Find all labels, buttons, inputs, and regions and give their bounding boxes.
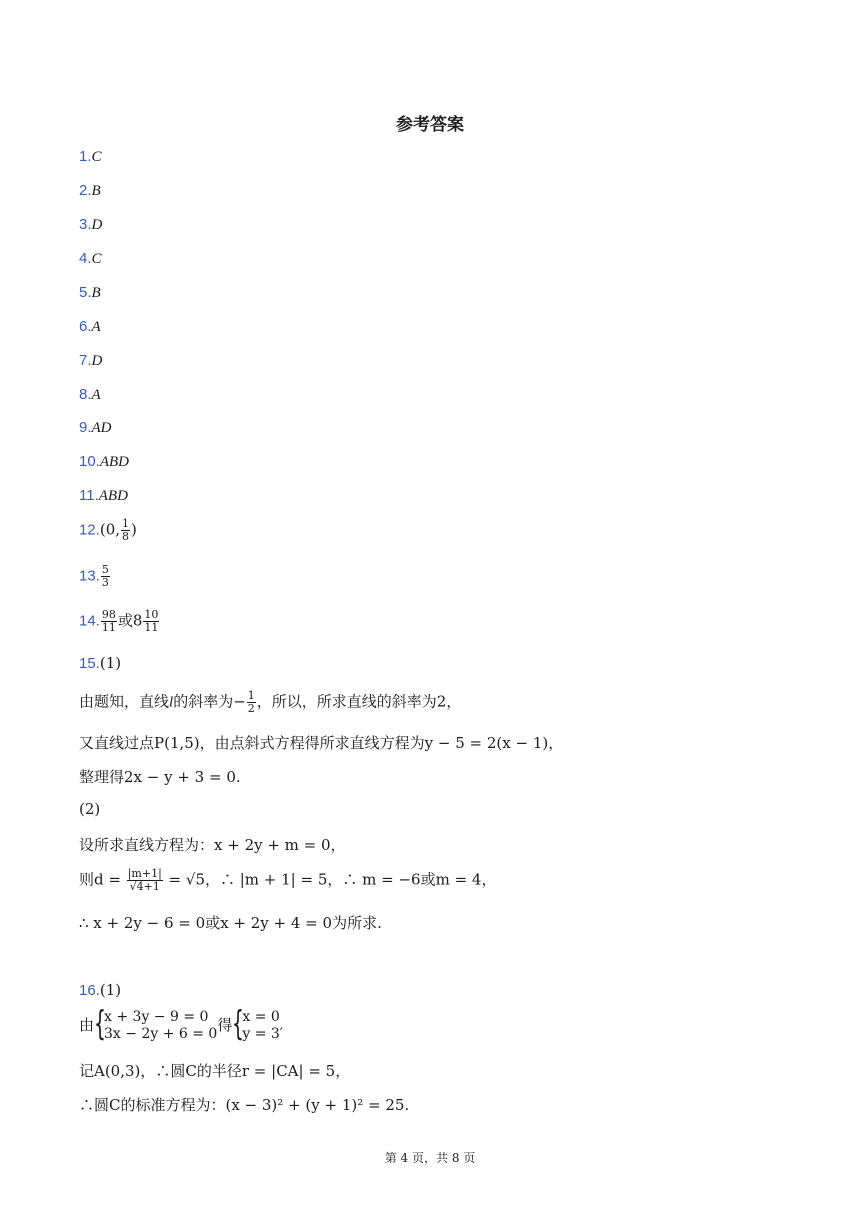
solution-line: 又直线过点P(1,5)，由点斜式方程得所求直线方程为y − 5 = 2(x − 1)， — [79, 734, 564, 752]
answer-value: C — [91, 149, 102, 165]
equation: 3x − 2y + 6 = 0 — [104, 1026, 218, 1042]
denominator: 11 — [101, 621, 116, 634]
numerator: |m+1| — [127, 867, 162, 880]
question-number: 4. — [79, 250, 92, 267]
equation: { x = 0 — [242, 1009, 280, 1025]
solution-text: 则d = — [79, 870, 126, 889]
question-number: 12. — [79, 521, 100, 539]
question-number: 5. — [79, 284, 92, 301]
numerator: 10 — [144, 608, 159, 621]
answer-row — [79, 351, 102, 370]
fraction — [101, 609, 117, 634]
solution-text: 由题知，直线 — [79, 692, 170, 711]
equation-system — [232, 1009, 283, 1043]
answer-row — [79, 283, 101, 302]
answer-value: AD — [91, 420, 112, 436]
question-number: 15. — [79, 655, 100, 672]
solution-text: 由 — [79, 1016, 95, 1034]
answer-row — [79, 249, 102, 268]
solution-line: ∴圆C的标准方程为：(x − 3)² + (y + 1)² = 25. — [79, 1096, 410, 1114]
question-number: 14. — [79, 612, 100, 630]
fraction — [127, 868, 163, 893]
answer-row-15 — [79, 654, 121, 672]
answer-row-16 — [79, 981, 121, 999]
answer-text: 或8 — [117, 611, 143, 630]
answer-text: (0, — [99, 520, 121, 539]
solution-text: = √5，∴ |m + 1| = 5，∴ m = −6或m = 4， — [163, 870, 497, 889]
answer-row — [79, 486, 128, 505]
denominator: √4+1 — [129, 880, 160, 893]
denominator: 8 — [122, 530, 130, 543]
equation: { x + 3y − 9 = 0 — [104, 1009, 209, 1025]
answer-value: ABD — [99, 454, 130, 470]
answer-value: D — [91, 217, 103, 233]
solution-line — [79, 1009, 283, 1043]
question-number: 3. — [79, 216, 92, 233]
question-number: 1. — [79, 148, 92, 165]
answer-value: B — [91, 285, 101, 301]
solution-text: ，所以，所求直线的斜率为2， — [256, 692, 462, 711]
solution-line: 记A(0,3)，∴圆C的半径r = |CA| = 5， — [79, 1062, 351, 1080]
answer-value: D — [91, 353, 103, 369]
solution-line — [79, 690, 461, 715]
question-number: 13. — [79, 567, 100, 585]
answer-row — [79, 317, 101, 336]
answer-row-13 — [79, 564, 111, 589]
page-title: 参考答案 — [396, 115, 464, 135]
denominator: 3 — [101, 576, 109, 589]
fraction — [121, 518, 130, 543]
solution-line — [79, 868, 496, 893]
answer-text: ) — [131, 520, 137, 539]
part-label: (2) — [79, 800, 101, 818]
answer-value: ABD — [98, 488, 128, 504]
solution-line: ∴ x + 2y − 6 = 0或x + 2y + 4 = 0为所求. — [79, 914, 382, 932]
equation-system — [94, 1009, 217, 1043]
question-number: 7. — [79, 352, 92, 369]
numerator: 5 — [101, 563, 109, 576]
solution-line: 整理得2x − y + 3 = 0. — [79, 768, 241, 786]
numerator: 98 — [101, 608, 116, 621]
answer-row — [79, 452, 129, 471]
answer-row — [79, 181, 101, 200]
fraction — [143, 609, 159, 634]
solution-text: 得 — [217, 1016, 233, 1034]
solution-line: 设所求直线方程为：x + 2y + m = 0， — [79, 836, 346, 854]
question-number: 2. — [79, 182, 92, 199]
answer-row — [79, 418, 112, 437]
denominator: 11 — [144, 621, 159, 634]
fraction — [247, 690, 256, 715]
question-number: 11. — [79, 487, 99, 504]
question-number: 6. — [79, 318, 92, 335]
equation: y = 3′ — [242, 1026, 283, 1042]
question-number: 16. — [79, 982, 100, 999]
fraction — [101, 564, 110, 589]
numerator: 1 — [122, 517, 130, 530]
answer-row — [79, 147, 102, 166]
answer-row-14 — [79, 609, 160, 634]
solution-text: l — [169, 694, 174, 711]
part-label: (1) — [99, 654, 122, 672]
question-number: 8. — [79, 386, 92, 403]
page-footer: 第 4 页，共 8 页 — [384, 1151, 476, 1165]
answer-row — [79, 385, 101, 404]
answer-value: A — [91, 387, 101, 403]
part-label: (1) — [99, 981, 122, 999]
solution-text: 的斜率为− — [173, 692, 246, 711]
answer-row-12 — [79, 518, 137, 543]
numerator: 1 — [247, 689, 255, 702]
answer-row — [79, 215, 102, 234]
answer-value: A — [91, 319, 101, 335]
answer-value: C — [91, 251, 102, 267]
question-number: 9. — [79, 419, 92, 436]
question-number: 10. — [79, 453, 100, 470]
denominator: 2 — [247, 702, 255, 715]
answer-value: B — [91, 183, 101, 199]
